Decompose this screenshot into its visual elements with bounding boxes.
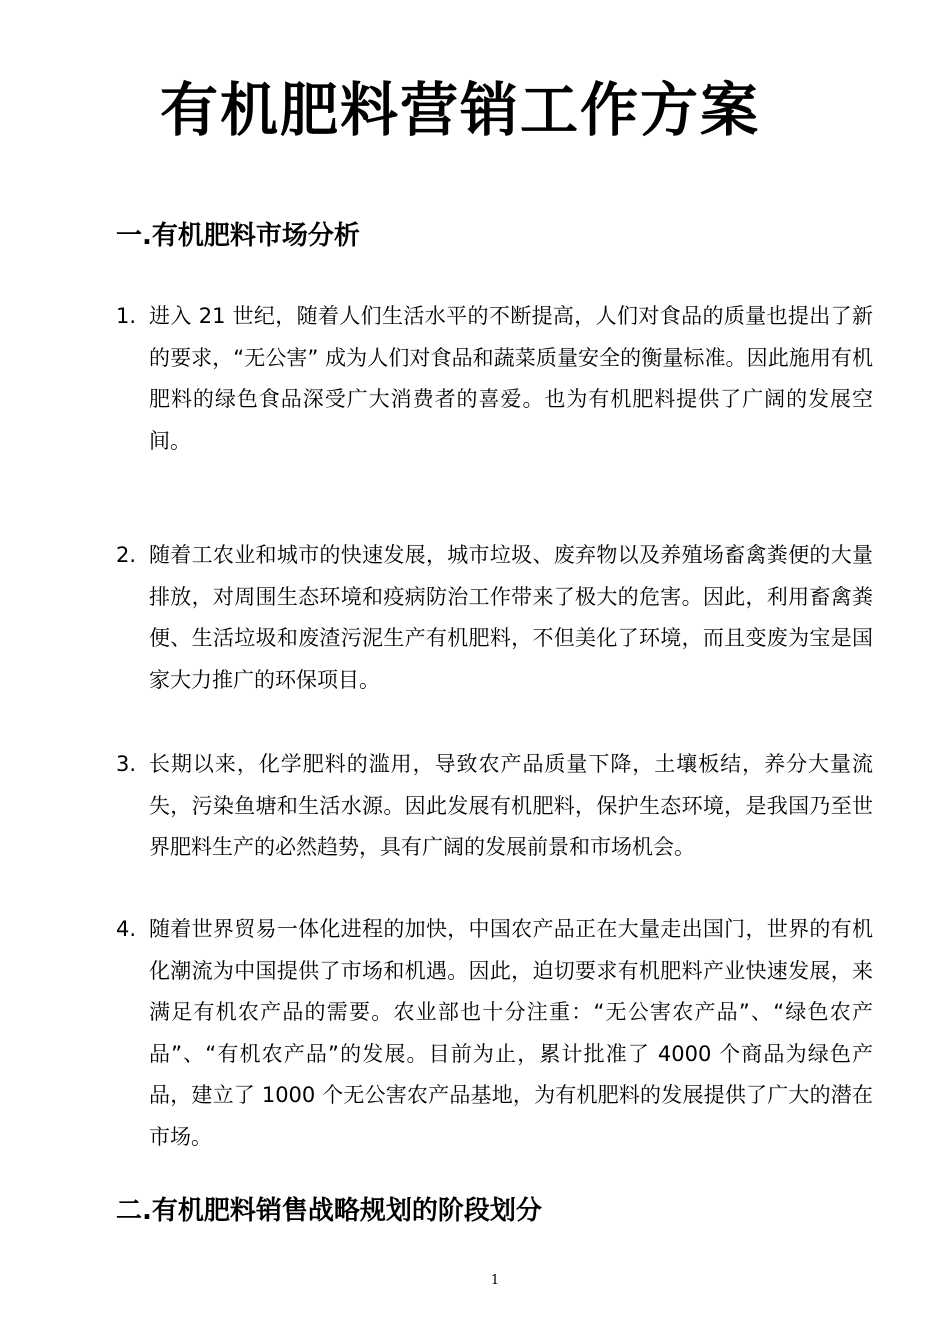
list-item-text: 随着工农业和城市的快速发展，城市垃圾、废弃物以及养殖场畜禽粪便的大量排放，对周围生态环境和疫病防治工作带来了极大的危害。因此，利用畜禽粪便、生活垃圾和废渣污泥生产有机肥料，不但美化了环境，而且变废为宝是国家大力推广的环保项目。 — [149, 543, 873, 692]
list-item-number: 2. — [116, 543, 137, 567]
list-item-number: 1. — [116, 304, 137, 328]
section-heading-market-analysis: 一.有机肥料市场分析 — [116, 221, 360, 251]
document-title: 有机肥料营销工作方案 — [159, 76, 760, 144]
list-item-number: 4. — [116, 917, 137, 941]
list-item-number: 3. — [116, 752, 137, 776]
list-item-text: 进入 21 世纪，随着人们生活水平的不断提高，人们对食品的质量也提出了新的要求，“无公害” 成为人们对食品和蔬菜质量安全的衡量标准。因此施用有机肥料的绿色食品深受广大消费者的喜爱。也为有机肥料提供了广阔的发展空间。 — [149, 304, 873, 453]
list-item-text: 随着世界贸易一体化进程的加快，中国农产品正在大量走出国门，世界的有机化潮流为中国提供了市场和机遇。因此，迫切要求有机肥料产业快速发展，来满足有机农产品的需要。农业部也十分注重：“无公害农产品”、“绿色农产品”、“有机农产品”的发展。目前为止，累计批准了 4000 个商品为绿色产品，建立了 1000 个无公害农产品基地，为有机肥料的发展提供了广大的潜在市场。 — [149, 917, 873, 1149]
page-number: 1 — [490, 1273, 500, 1288]
list-item-text: 长期以来，化学肥料的滥用，导致农产品质量下降，土壤板结，养分大量流失，污染鱼塘和生活水源。因此发展有机肥料，保护生态环境，是我国乃至世界肥料生产的必然趋势，具有广阔的发展前景和市场机会。 — [149, 752, 873, 859]
section-heading-sales-strategy: 二.有机肥料销售战略规划的阶段划分 — [116, 1196, 542, 1226]
